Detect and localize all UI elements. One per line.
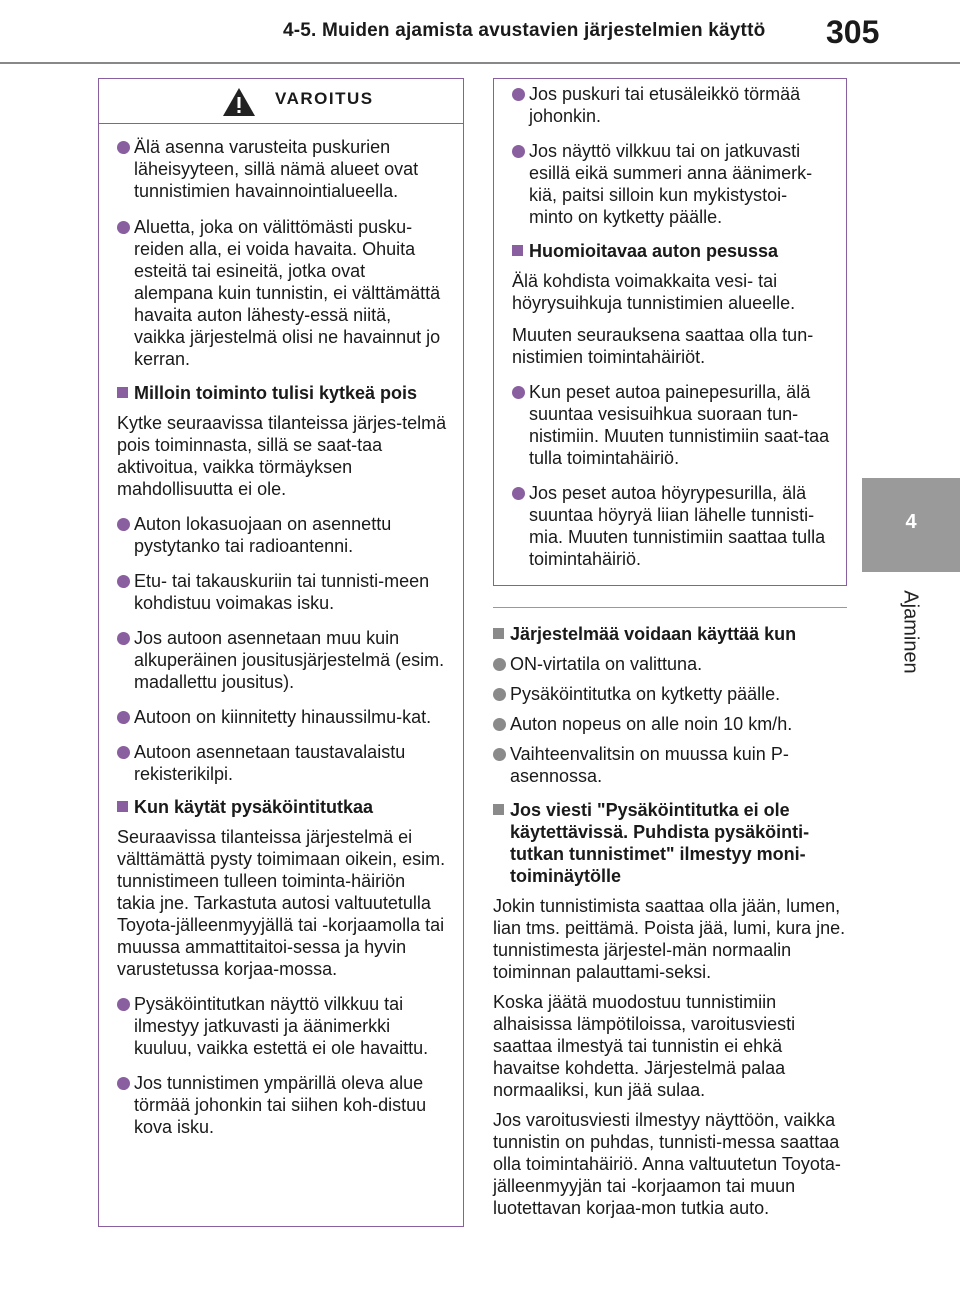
- bullet-item: [117, 627, 447, 693]
- warning-box-continued: [493, 78, 847, 586]
- bullet-dot: [493, 658, 506, 671]
- paragraph: Jokin tunnistimista saattaa olla jään, lumen, lian tms. peittämä. Poista jää, lumi, kura jne. tunnistimesta järjestel-män normaalin toiminnan palauttami-seksi.: [493, 896, 846, 982]
- section-title: 4-5. Muiden ajamista avustavien järjestelmien käyttö: [283, 20, 766, 41]
- bullet-text: Älä asenna varusteita puskurien läheisyyteen, sillä nämä alueet ovat tunnistimien havainnointialueella.: [134, 137, 419, 201]
- bullet-text: Vaihteenvalitsin on muussa kuin P-asennossa.: [510, 744, 789, 786]
- bullet-dot: [117, 746, 130, 759]
- bullet-dot: [117, 1077, 130, 1090]
- bullet-text: Pysäköintitutkan näyttö vilkkuu tai ilmestyy jatkuvasti ja äänimerkki kuuluu, vaikka estettä ei ole havaittu.: [134, 994, 429, 1058]
- warning-box: [98, 78, 464, 1227]
- bullet-item: [117, 706, 447, 728]
- bullet-item: [117, 993, 447, 1059]
- chapter-label: [875, 582, 945, 682]
- bullet-dot: [117, 632, 130, 645]
- bullet-dot: [493, 688, 506, 701]
- square-marker: [493, 628, 504, 639]
- bullet-text: Jos autoon asennetaan muu kuin alkuperäinen jousitusjärjestelmä (esim. madallettu jousitus).: [134, 628, 445, 692]
- bullet-dot: [117, 221, 130, 234]
- bullet-dot: [512, 88, 525, 101]
- paragraph: Muuten seurauksena saattaa olla tun-nistimien toimintahäiriöt.: [512, 325, 814, 367]
- bullet-item: [117, 513, 447, 557]
- subheading: [493, 799, 847, 887]
- section-divider: [493, 607, 847, 608]
- bullet-text: Kun peset autoa painepesurilla, älä suuntaa vesisuihkua suoraan tun-nistimiin. Muuten tunnistimiin saat-taa tulla toimintahäiriö.: [529, 382, 830, 468]
- warning-triangle-icon: [222, 87, 256, 117]
- bullet-item: [493, 743, 847, 787]
- subheading-text: Järjestelmää voidaan käyttää kun: [510, 624, 797, 644]
- bullet-item: [117, 216, 447, 370]
- bullet-dot: [493, 718, 506, 731]
- warning-header: [99, 79, 463, 124]
- paragraph: Älä kohdista voimakkaita vesi- tai höyrysuihkuja tunnistimien alueelle.: [512, 271, 796, 313]
- bullet-dot: [512, 386, 525, 399]
- subheading-text: Huomioitavaa auton pesussa: [529, 241, 779, 261]
- bullet-text: ON-virtatila on valittuna.: [510, 654, 703, 674]
- header-divider: [0, 62, 960, 64]
- subheading: [493, 623, 847, 645]
- bullet-text: Jos tunnistimen ympärillä oleva alue törmää johonkin tai siihen koh-distuu kova isku.: [134, 1073, 427, 1137]
- chapter-tab: [862, 478, 960, 572]
- bullet-dot: [117, 711, 130, 724]
- main-text: [493, 623, 847, 1227]
- paragraph: Seuraavissa tilanteissa järjestelmä ei välttämättä pysty toimimaan oikein, esim. tunnistimeen tulleen toiminta-häiriön takia jne. Tarkastuta autosi valtuutetulla Toyota-jälleenmyyjällä tai -korjaamolla tai muussa ammattitaitoi-sessa ja hyvin varustetussa korjaa-mossa.: [117, 827, 446, 979]
- warning-title: VAROITUS: [275, 89, 374, 108]
- subheading: [512, 240, 830, 262]
- bullet-dot: [117, 998, 130, 1011]
- paragraph: Jos varoitusviesti ilmestyy näyttöön, vaikka tunnistin on puhdas, tunnisti-messa saattaa olla toimintahäiriö. Anna valtuutetun Toyota-jälleenmyyjän tai -korjaamon tai muun luotettavan korjaa-mon tutkia auto.: [493, 1110, 841, 1218]
- bullet-text: Autoon asennetaan taustavalaistu rekisterikilpi.: [134, 742, 406, 784]
- bullet-dot: [117, 518, 130, 531]
- bullet-dot: [117, 575, 130, 588]
- bullet-text: Aluetta, joka on välittömästi pusku-reiden alla, ei voida havaita. Ohuita esteitä tai esineitä, jotka ovat alempana kuin tunnistin, ei välttämättä havaita auton lähesty-essä niitä, vaikka järjestelmä olisi ne havainnut jo kerran.: [134, 217, 441, 369]
- square-marker: [493, 804, 504, 815]
- bullet-dot: [117, 141, 130, 154]
- bullet-text: Jos puskuri tai etusäleikkö törmää johonkin.: [529, 84, 801, 126]
- bullet-item: [117, 741, 447, 785]
- bullet-item: [493, 713, 847, 735]
- paragraph: Koska jäätä muodostuu tunnistimiin alhaisissa lämpötiloissa, varoitusviesti saattaa ilmestyä tai tunnistin ei ehkä havaitse kohdetta. Järjestelmä palaa normaaliksi, kun jää sulaa.: [493, 992, 796, 1100]
- bullet-text: Auton nopeus on alle noin 10 km/h.: [510, 714, 793, 734]
- subheading-text: Milloin toiminto tulisi kytkeä pois: [134, 383, 418, 403]
- subheading: [117, 796, 447, 818]
- square-marker: [512, 245, 523, 256]
- bullet-dot: [512, 145, 525, 158]
- bullet-item: [493, 683, 847, 705]
- chapter-label-text: Ajaminen: [899, 590, 922, 674]
- subheading-text: Jos viesti "Pysäköintitutka ei ole käytettävissä. Puhdista pysäköinti-tutkan tunnistimet" ilmestyy moni-toiminäytölle: [510, 800, 810, 886]
- bullet-text: Autoon on kiinnitetty hinaussilmu-kat.: [134, 707, 432, 727]
- bullet-text: Jos näyttö vilkkuu tai on jatkuvasti esillä eikä summeri anna äänimerk-kiä, paitsi silloin kun mykistystoi-minto on kytketty päälle.: [529, 141, 813, 227]
- bullet-item: [512, 140, 830, 228]
- bullet-text: Jos peset autoa höyrypesurilla, älä suuntaa höyryä liian lähelle tunnisti-mia. Muuten tunnistimiin saattaa tulla toimintahäiriö.: [529, 483, 826, 569]
- bullet-item: [117, 136, 447, 202]
- bullet-text: Etu- tai takauskuriin tai tunnisti-meen kohdistuu voimakas isku.: [134, 571, 430, 613]
- bullet-item: [512, 381, 830, 469]
- chapter-number: 4: [905, 511, 917, 533]
- bullet-dot: [493, 748, 506, 761]
- subheading: [117, 382, 447, 404]
- bullet-item: [512, 482, 830, 570]
- subheading-text: Kun käytät pysäköintitutkaa: [134, 797, 374, 817]
- bullet-item: [512, 83, 830, 127]
- bullet-text: Pysäköintitutka on kytketty päälle.: [510, 684, 781, 704]
- bullet-text: Auton lokasuojaan on asennettu pystytanko tai radioantenni.: [134, 514, 392, 556]
- bullet-item: [493, 653, 847, 675]
- square-marker: [117, 801, 128, 812]
- square-marker: [117, 387, 128, 398]
- bullet-item: [117, 1072, 447, 1138]
- bullet-dot: [512, 487, 525, 500]
- page-number: 305: [826, 14, 880, 50]
- paragraph: Kytke seuraavissa tilanteissa järjes-telmä pois toiminnasta, sillä se saat-taa aktivoitua, vaikka törmäyksen mahdollisuutta ei ole.: [117, 413, 447, 499]
- bullet-item: [117, 570, 447, 614]
